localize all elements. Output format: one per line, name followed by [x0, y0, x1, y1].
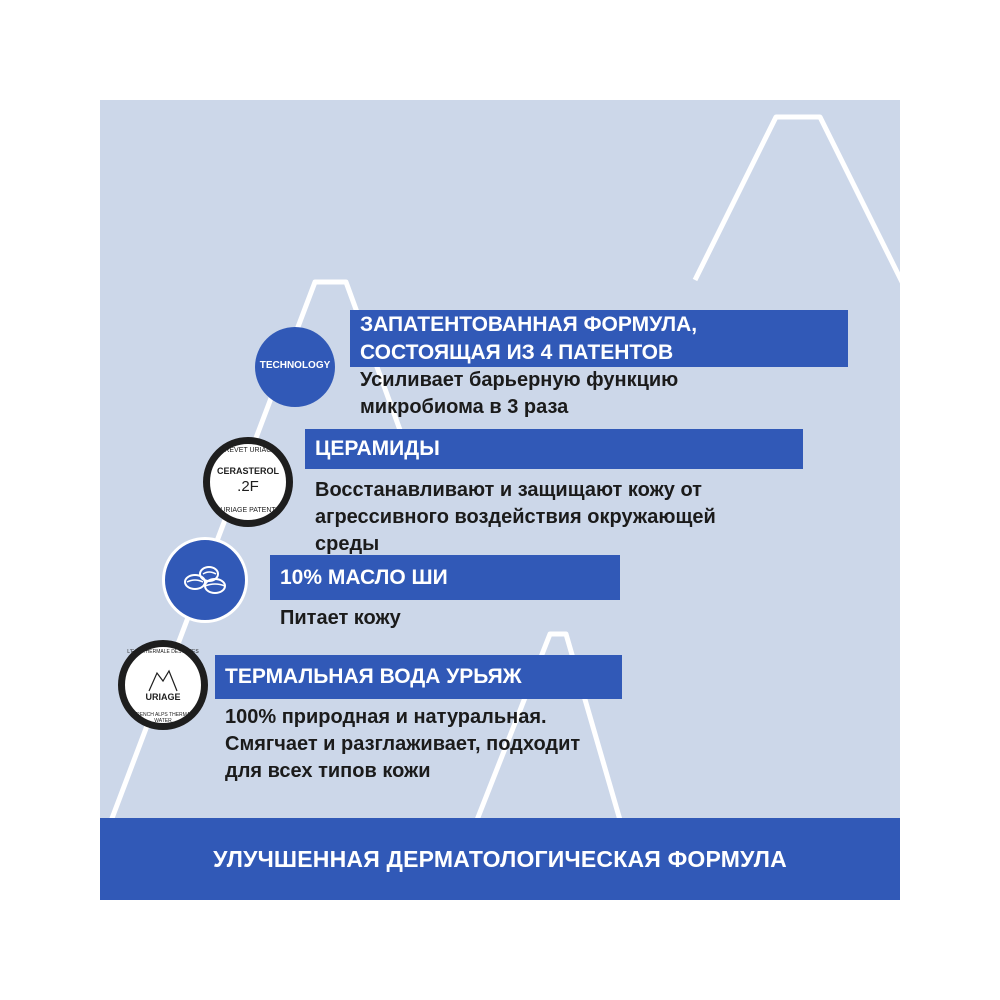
badge-name-text: CERASTEROL — [216, 466, 279, 476]
footer-text: УЛУЧШЕННАЯ ДЕРМАТОЛОГИЧЕСКАЯ ФОРМУЛА — [213, 845, 787, 872]
infographic-panel — [100, 100, 900, 900]
feature-description-line: для всех типов кожи — [225, 760, 431, 782]
feature-description-line: среды — [315, 533, 380, 555]
badge-top-text: BREVET URIAGE — [219, 447, 277, 454]
feature-description-line: агрессивного воздействия окружающей — [315, 506, 716, 528]
feature-title-patented-formula — [350, 310, 848, 367]
feature-description-line: микробиома в 3 раза — [360, 396, 569, 418]
uriage-thermal-water-badge-icon — [118, 640, 208, 730]
feature-description-patented-formula — [360, 367, 678, 421]
feature-title-ceramides — [305, 429, 803, 469]
feature-description-ceramides — [315, 477, 716, 558]
badge-code-text: .2F — [237, 478, 259, 495]
feature-title-line: СОСТОЯЩАЯ ИЗ 4 ПАТЕНТОВ — [360, 341, 674, 364]
cerasterol-patent-badge-icon — [203, 437, 293, 527]
feature-description-line: Питает кожу — [280, 607, 401, 629]
badge-bottom-text: FRENCH ALPS THERMAL WATER — [133, 712, 193, 724]
footer-banner — [100, 818, 900, 900]
feature-title-line: 10% МАСЛО ШИ — [280, 566, 448, 589]
badge-name-text: URIAGE — [145, 692, 181, 702]
feature-description-shea-butter — [280, 605, 401, 632]
feature-title-uriage-thermal-water — [215, 655, 622, 699]
feature-description-line: 100% природная и натуральная. — [225, 706, 547, 728]
badge-bottom-text: URIAGE PATENT — [220, 507, 276, 514]
feature-description-line: Смягчает и разглаживает, подходит — [225, 733, 581, 755]
feature-title-line: ЗАПАТЕНТОВАННАЯ ФОРМУЛА, — [360, 313, 698, 336]
feature-description-line: Усиливает барьерную функцию — [360, 369, 679, 391]
shea-nuts-icon — [162, 537, 248, 623]
technology-badge-icon — [255, 327, 335, 407]
badge-top-text: L'EAU THERMALE DES ALPES — [127, 649, 199, 655]
feature-title-line: ЦЕРАМИДЫ — [315, 437, 440, 460]
feature-description-uriage-thermal-water — [225, 704, 580, 785]
feature-description-line: Восстанавливают и защищают кожу от — [315, 479, 702, 501]
feature-title-shea-butter — [270, 555, 620, 600]
technology-badge-label: TECHNOLOGY — [259, 360, 331, 371]
feature-title-line: ТЕРМАЛЬНАЯ ВОДА УРЬЯЖ — [225, 665, 522, 688]
